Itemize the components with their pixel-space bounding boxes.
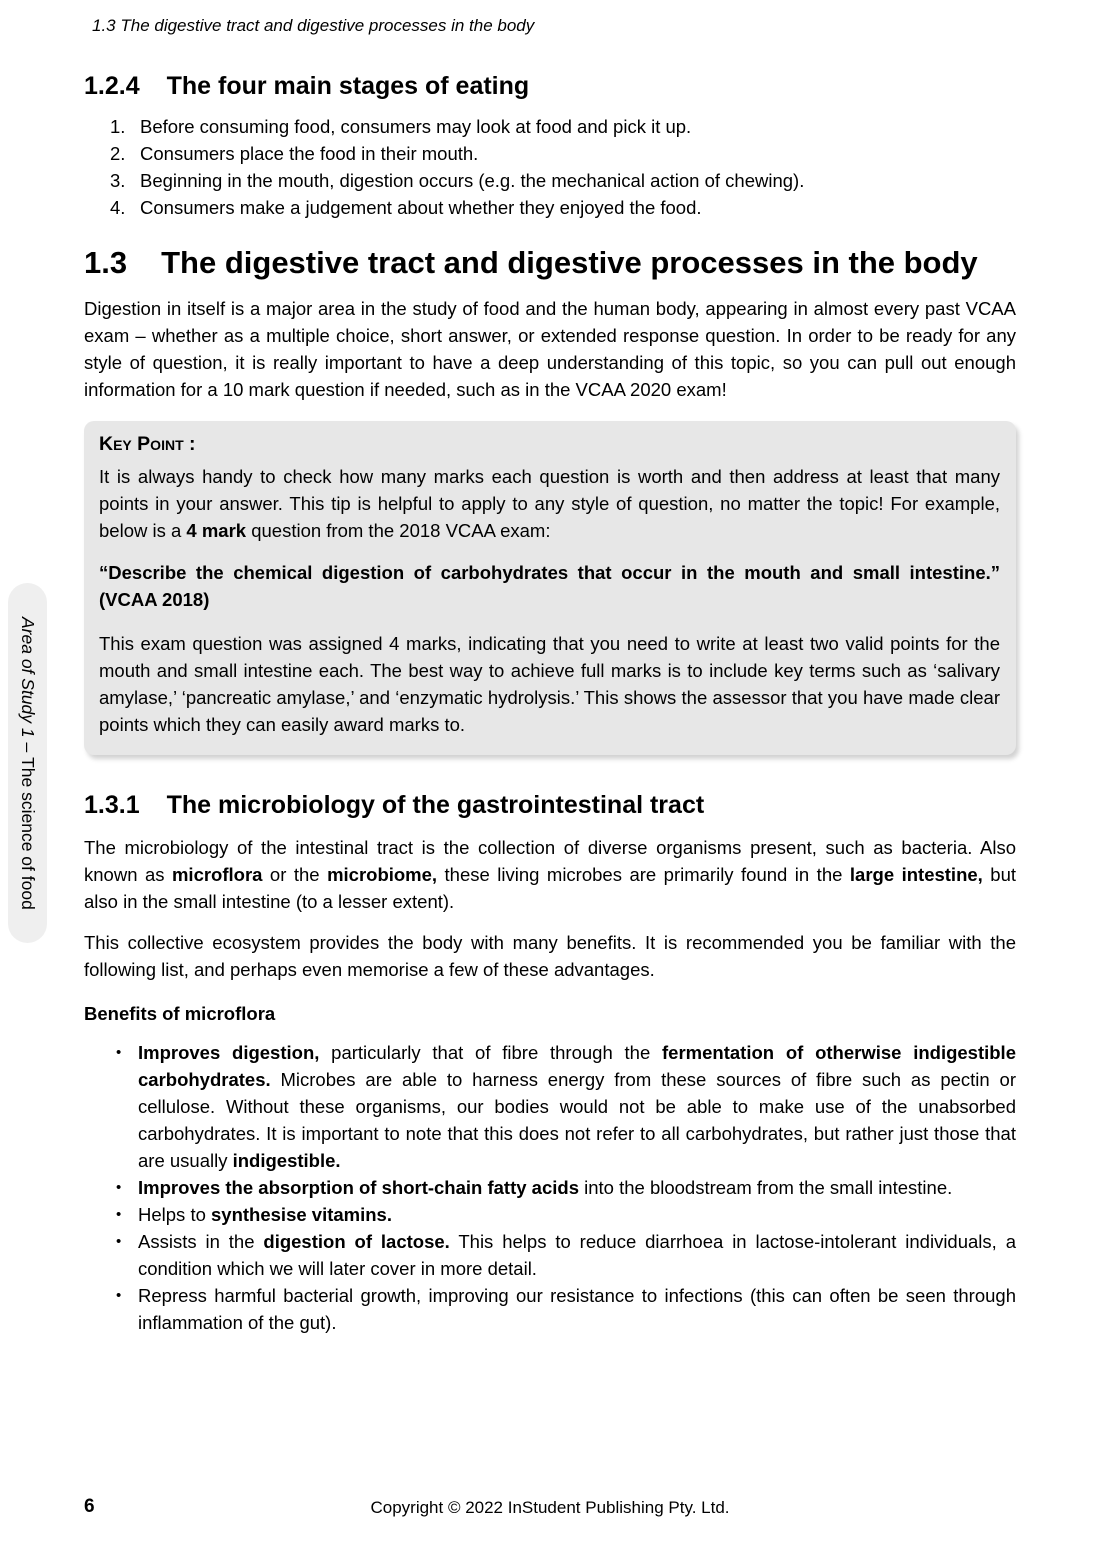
microbiology-paragraph-1: The microbiology of the intestinal tract is the collection of diverse organisms present, such as bacteria. Also known as microflora or the microbiome, these living microbes are primarily found in the large intestine, but also in the small intestine (to a lesser extent).	[84, 837, 1016, 912]
benefits-heading: Benefits of microflora	[84, 1003, 276, 1024]
copyright-notice: Copyright © 2022 InStudent Publishing Pty. Ltd.	[370, 1498, 730, 1517]
section-number: 1.3	[84, 245, 128, 280]
list-item-text: Consumers make a judgement about whether they enjoyed the food.	[140, 197, 702, 218]
section-title: The four main stages of eating	[166, 72, 530, 100]
section-heading-1-3	[84, 245, 1016, 281]
section-1-3-intro-paragraph: Digestion in itself is a major area in the study of food and the human body, appearing in almost every past VCAA exam – whether as a multiple choice, short answer, or extended response question. In order to be ready for any style of question, it is really important to have a deep understanding of this topic, so you can pull out enough information for a 10 mark question if needed, such as in the VCAA 2020 exam!	[84, 298, 1016, 400]
key-point-exam-quote: “Describe the chemical digestion of carbohydrates that occur in the mouth and small intestine.” (VCAA 2018)	[99, 562, 1000, 610]
list-item	[84, 1282, 1016, 1336]
section-heading-1-3-1	[84, 791, 1016, 820]
key-point-paragraph-2: This exam question was assigned 4 marks, indicating that you need to write at least two valid points for the mouth and small intestine each. The best way to achieve full marks is to include key terms such as ‘salivary amylase,’ ‘pancreatic amylase,’ and ‘enzymatic hydrolysis.’ This shows the assessor that you have made clear points which they can easily award marks to.	[99, 633, 1000, 735]
list-item-text: Improves the absorption of short-chain fatty acids into the bloodstream from the small intestine.	[138, 1177, 953, 1198]
section-title: The digestive tract and digestive processes in the body	[161, 245, 978, 280]
section-number: 1.3.1	[84, 791, 140, 819]
list-item	[84, 1039, 1016, 1174]
list-item-text: Helps to synthesise vitamins.	[138, 1204, 392, 1225]
area-of-study-normal-part: The science of food	[18, 756, 38, 910]
key-point-box	[84, 421, 1016, 755]
list-item	[84, 167, 1016, 194]
list-item	[84, 1201, 1016, 1228]
list-item-text: Consumers place the food in their mouth.	[140, 143, 479, 164]
list-item	[84, 1174, 1016, 1201]
bullet-icon: •	[116, 1233, 122, 1250]
section-number: 1.2.4	[84, 72, 140, 100]
list-item	[84, 1228, 1016, 1282]
list-item	[84, 194, 1016, 221]
list-item	[84, 140, 1016, 167]
list-item-text: Before consuming food, consumers may look at food and pick it up.	[140, 116, 692, 137]
microbiology-paragraph-2: This collective ecosystem provides the body with many benefits. It is recommended you be familiar with the following list, and perhaps even memorise a few of these advantages.	[84, 932, 1016, 980]
list-item-number: 4.	[110, 197, 126, 218]
area-of-study-side-tab	[8, 583, 47, 943]
list-item-number: 3.	[110, 170, 126, 191]
section-heading-1-2-4	[84, 72, 1016, 101]
section-title: The microbiology of the gastrointestinal tract	[166, 791, 705, 819]
key-point-paragraph-1: It is always handy to check how many marks each question is worth and then address at least that many points in your answer. This tip is helpful to apply to any style of question, no matter the topic! For example, below is a 4 mark question from the 2018 VCAA exam:	[99, 466, 1000, 541]
bullet-icon: •	[116, 1206, 122, 1223]
running-header: 1.3 The digestive tract and digestive processes in the body	[92, 16, 535, 35]
bullet-icon: •	[116, 1179, 122, 1196]
list-item	[84, 113, 1016, 140]
list-item-number: 2.	[110, 143, 126, 164]
page-footer	[0, 1496, 1100, 1526]
stages-of-eating-list	[84, 113, 1016, 221]
bullet-icon: •	[116, 1287, 122, 1304]
benefits-bullet-list	[84, 1039, 1016, 1336]
page-number: 6	[84, 1496, 95, 1517]
list-item-text: Beginning in the mouth, digestion occurs (e.g. the mechanical action of chewing).	[140, 170, 805, 191]
list-item-text: Improves digestion, particularly that of fibre through the fermentation of otherwise indigestible carbohydrates. Microbes are able to harness energy from these sources of fibre such as pectin or cellulose. Without these organisms, our bodies would not be able to make use of the unabsorbed carbohydrates. It is important to note that this does not refer to all carbohydrates, but rather just those that are usually indigestible.	[138, 1042, 1016, 1171]
bullet-icon: •	[116, 1044, 122, 1061]
area-of-study-italic-part: Area of Study 1 –	[18, 616, 38, 757]
list-item-text: Assists in the digestion of lactose. This helps to reduce diarrhoea in lactose-intolerant individuals, a condition which we will later cover in more detail.	[138, 1231, 1016, 1279]
list-item-text: Repress harmful bacterial growth, improving our resistance to infections (this can often be seen through inflammation of the gut).	[138, 1285, 1016, 1333]
page-content	[84, 0, 1016, 1336]
key-point-label: Key Point :	[99, 433, 196, 455]
list-item-number: 1.	[110, 116, 126, 137]
area-of-study-label	[17, 617, 38, 910]
